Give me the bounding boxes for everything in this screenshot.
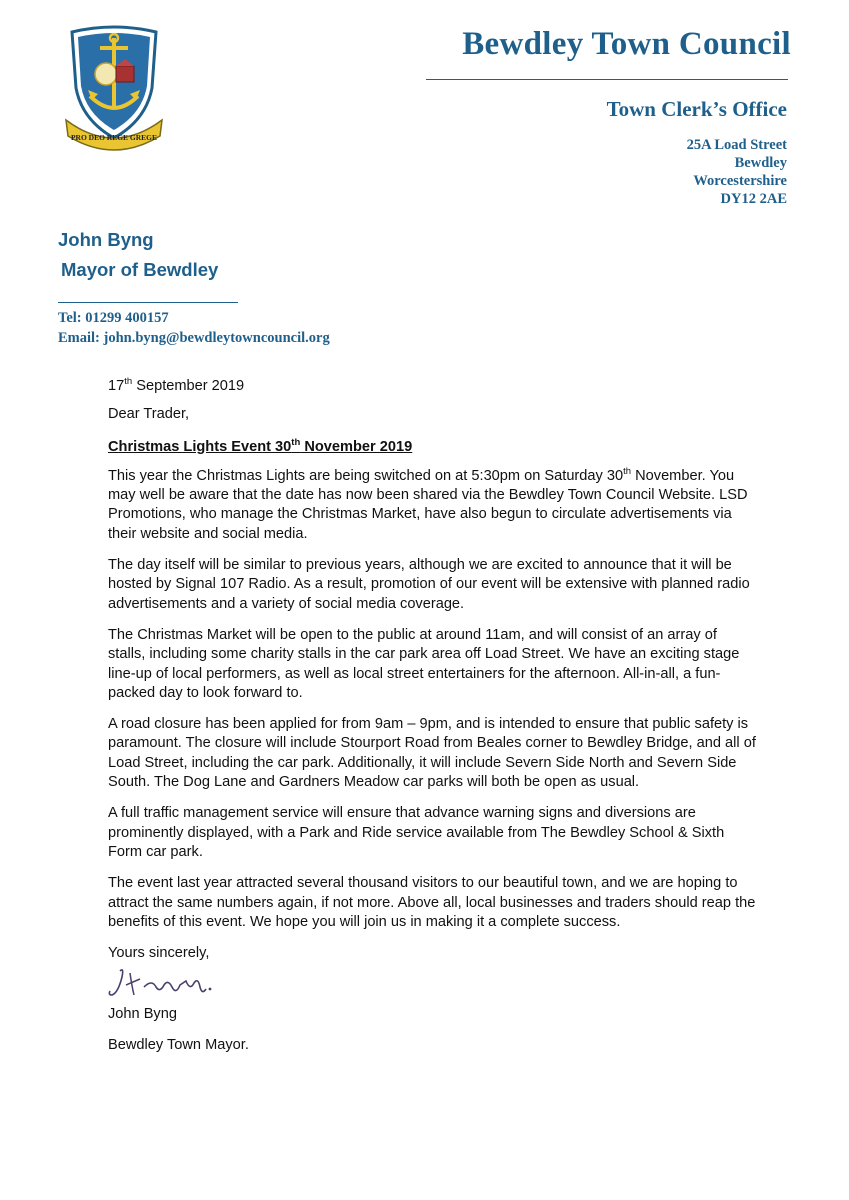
date-rest: September 2019: [132, 378, 245, 394]
sender-name: John Byng: [58, 229, 154, 250]
sender-contact: [58, 308, 330, 348]
office-name: Town Clerk’s Office: [606, 97, 787, 121]
signatory-title: Bewdley Town Mayor.: [108, 1036, 249, 1053]
paragraph-text-end: November. You may well be aware that the date has now been shared via the Bewdley Town Council Website. LSD Promotions, who manage the Christmas Market, have also begun to circulate advertisements via their website and social media.: [108, 467, 748, 542]
svg-text:PRO DEO REGE GREGE: PRO DEO REGE GREGE: [70, 133, 158, 142]
address-line: DY12 2AE: [720, 191, 787, 207]
subject-suffix: th: [291, 436, 301, 448]
paragraph-text: This year the Christmas Lights are being switched on at 5:30pm on Saturday 30: [108, 467, 624, 484]
sender-title: Mayor of Bewdley: [61, 259, 219, 280]
address-line: Worcestershire: [693, 173, 787, 189]
paragraph-market: The Christmas Market will be open to the public at around 11am, and will consist of an array of stalls, including some charity stalls in the car park area off Load Street. We have an exciting stage line-up of local performers, as well as local street entertainers for the afternoon. All-in-all, a fun-packed day to look forward to.: [108, 626, 740, 701]
letter-body: [108, 377, 758, 1055]
paragraph-closing: The event last year attracted several thousand visitors to our beautiful town, and we are hoping to attract the same numbers again, if not more. Above all, local businesses and traders should reap the benefits of this event. We hope you will join us in making it a complete success.: [108, 875, 756, 930]
paragraph-intro: [108, 467, 758, 544]
signatory-name: John Byng: [108, 1006, 177, 1023]
handwritten-signature: [106, 965, 226, 1001]
subject-text-end: November 2019: [300, 438, 413, 455]
address-line: Bewdley: [734, 155, 787, 171]
contact-divider: [58, 302, 238, 303]
paragraph-road-closure: A road closure has been applied for from 9am – 9pm, and is intended to ensure that public safety is paramount. The closure will include Stourport Road from Beales corner to Bewdley Bridge, and all of Load Street, including the car park. Additionally, it will include Severn Side North and Severn Side South. The Dog Lane and Gardners Meadow car parks will both be open as usual.: [108, 716, 756, 791]
letter-date: [108, 377, 758, 396]
letter-subject: [108, 438, 758, 457]
council-name: Bewdley Town Council: [462, 26, 791, 62]
paragraph-traffic: A full traffic management service will ensure that advance warning signs and diversions are prominently displayed, with a Park and Ride service available from The Bewdley School & Sixth Form car park.: [108, 805, 725, 860]
address-line: 25A Load Street: [686, 137, 787, 153]
header-divider: [426, 79, 788, 80]
date-day: 17: [108, 378, 125, 394]
office-address: [687, 136, 787, 208]
subject-text: Christmas Lights Event 30: [108, 438, 292, 455]
date-suffix: th: [124, 376, 133, 388]
sender-email[interactable]: Email: john.byng@bewdleytowncouncil.org: [58, 330, 330, 346]
closing: Yours sincerely,: [108, 945, 210, 962]
sender-tel: Tel: 01299 400157: [58, 310, 169, 326]
salutation: Dear Trader,: [108, 406, 190, 423]
council-crest-logo: [60, 24, 168, 154]
paragraph-hosting: The day itself will be similar to previous years, although we are excited to announce that it will be hosted by Signal 107 Radio. As a result, promotion of our event will be extensive with planned radio advertisements and a variety of social media coverage.: [108, 557, 750, 612]
paragraph-suffix: th: [623, 466, 632, 478]
